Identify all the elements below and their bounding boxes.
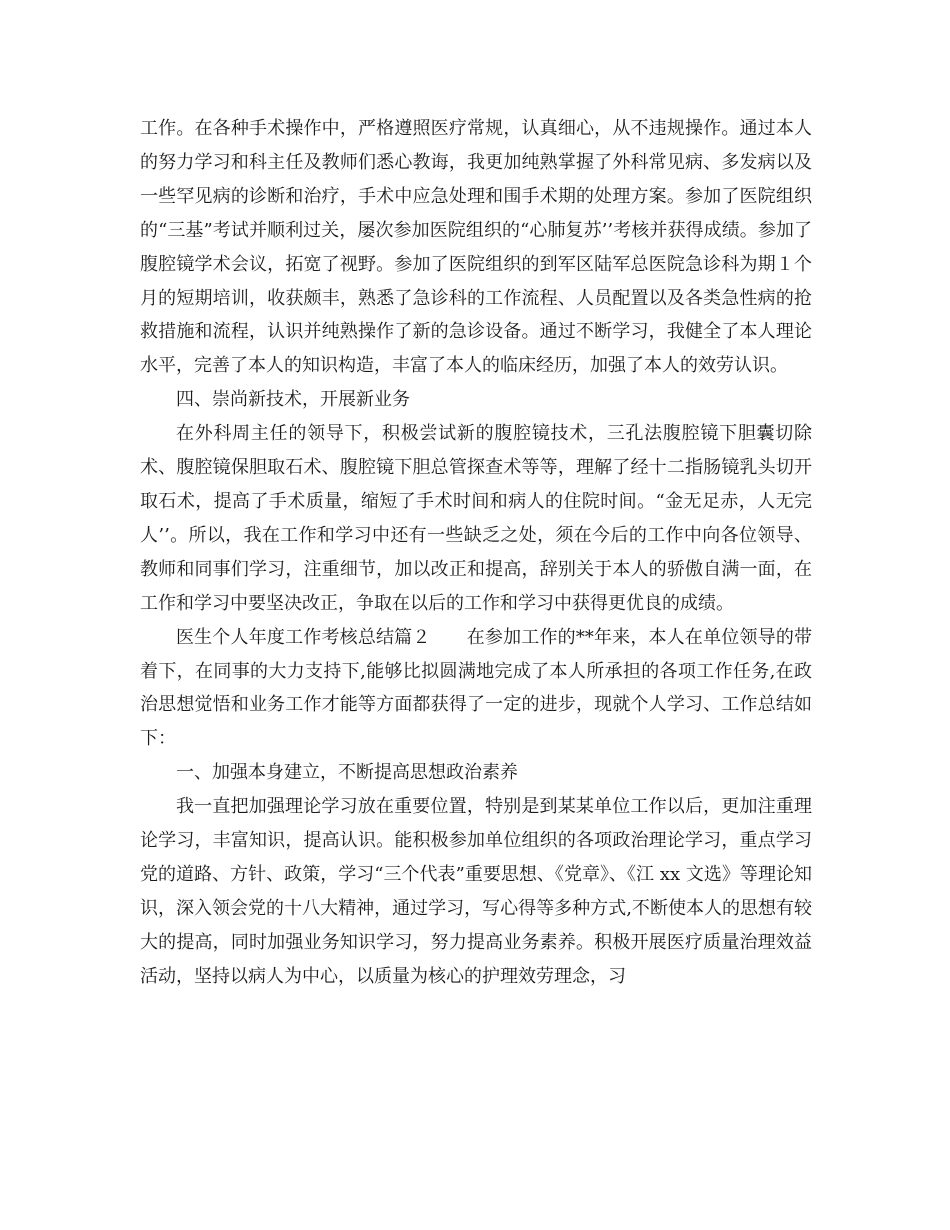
paragraph-part-two-intro: [140, 621, 812, 757]
paragraph-theory-study: 我一直把加强理论学习放在重要位置，特别是到某某单位工作以后，更加注重理论学习，丰富知识，提高认识。能积极参加单位组织的各项政治理论学习，重点学习党的道路、方针、政策，学习“三个代表”重要思想、《党章》、《江 xx 文选》等理论知识，深入领会党的十八大精神，通过学习，写心得等多种方式,不断使本人的思想有较大的提高，同时加强业务知识学习，努力提高业务素养。积极开展医疗质量治理效益活动，坚持以病人为中心，以质量为核心的护理效劳理念，习: [140, 796, 812, 987]
paragraph-new-technology: 在外科周主任的领导下，积极尝试新的腹腔镜技术，三孔法腹腔镜下胆囊切除术、腹腔镜保胆取石术、腹腔镜下胆总管探查术等等，理解了经十二指肠镜乳头切开取石术，提高了手术质量，缩短了手术时间和病人的住院时间。“金无足赤，人无完人’’。所以，我在工作和学习中还有一些缺乏之处，须在今后的工作中向各位领导、教师和同事们学习，注重细节，加以改正和提高，辞别关于本人的骄傲自满一面，在工作和学习中要坚决改正，争取在以后的工作和学习中获得更优良的成绩。: [140, 423, 812, 614]
document-page: [140, 112, 812, 994]
section-heading-one: 一、加强本身建立，不断提高思想政治素养: [176, 762, 518, 784]
part-two-title: 医生个人年度工作考核总结篇２: [176, 626, 431, 648]
section-heading-four: 四、崇尚新技术，开展新业务: [176, 389, 410, 411]
part-two-body: 在参加工作的**年来，本人在单位领导的带着下，在同事的大力支持下,能够比拟圆满地完成了本人所承担的各项工作任务,在政治思想觉悟和业务工作才能等方面都获得了一定的进步，现就个人学习、工作总结如下：: [140, 626, 812, 750]
paragraph-continuation: 工作。在各种手术操作中，严格遵照医疗常规，认真细心，从不违规操作。通过本人的努力学习和科主任及教师们悉心教诲，我更加纯熟掌握了外科常见病、多发病以及一些罕见病的诊断和治疗，手术中应急处理和围手术期的处理方案。参加了医院组织的“三基”考试并顺利过关，屡次参加医院组织的“心肺复苏’’考核并获得成绩。参加了腹腔镜学术会议，拓宽了视野。参加了医院组织的到军区陆军总医院急诊科为期１个月的短期培训，收获颇丰，熟悉了急诊科的工作流程、人员配置以及各类急性病的抢救措施和流程，认识并纯熟操作了新的急诊设备。通过不断学习，我健全了本人理论水平，完善了本人的知识构造，丰富了本人的临床经历，加强了本人的效劳认识。: [140, 118, 812, 377]
